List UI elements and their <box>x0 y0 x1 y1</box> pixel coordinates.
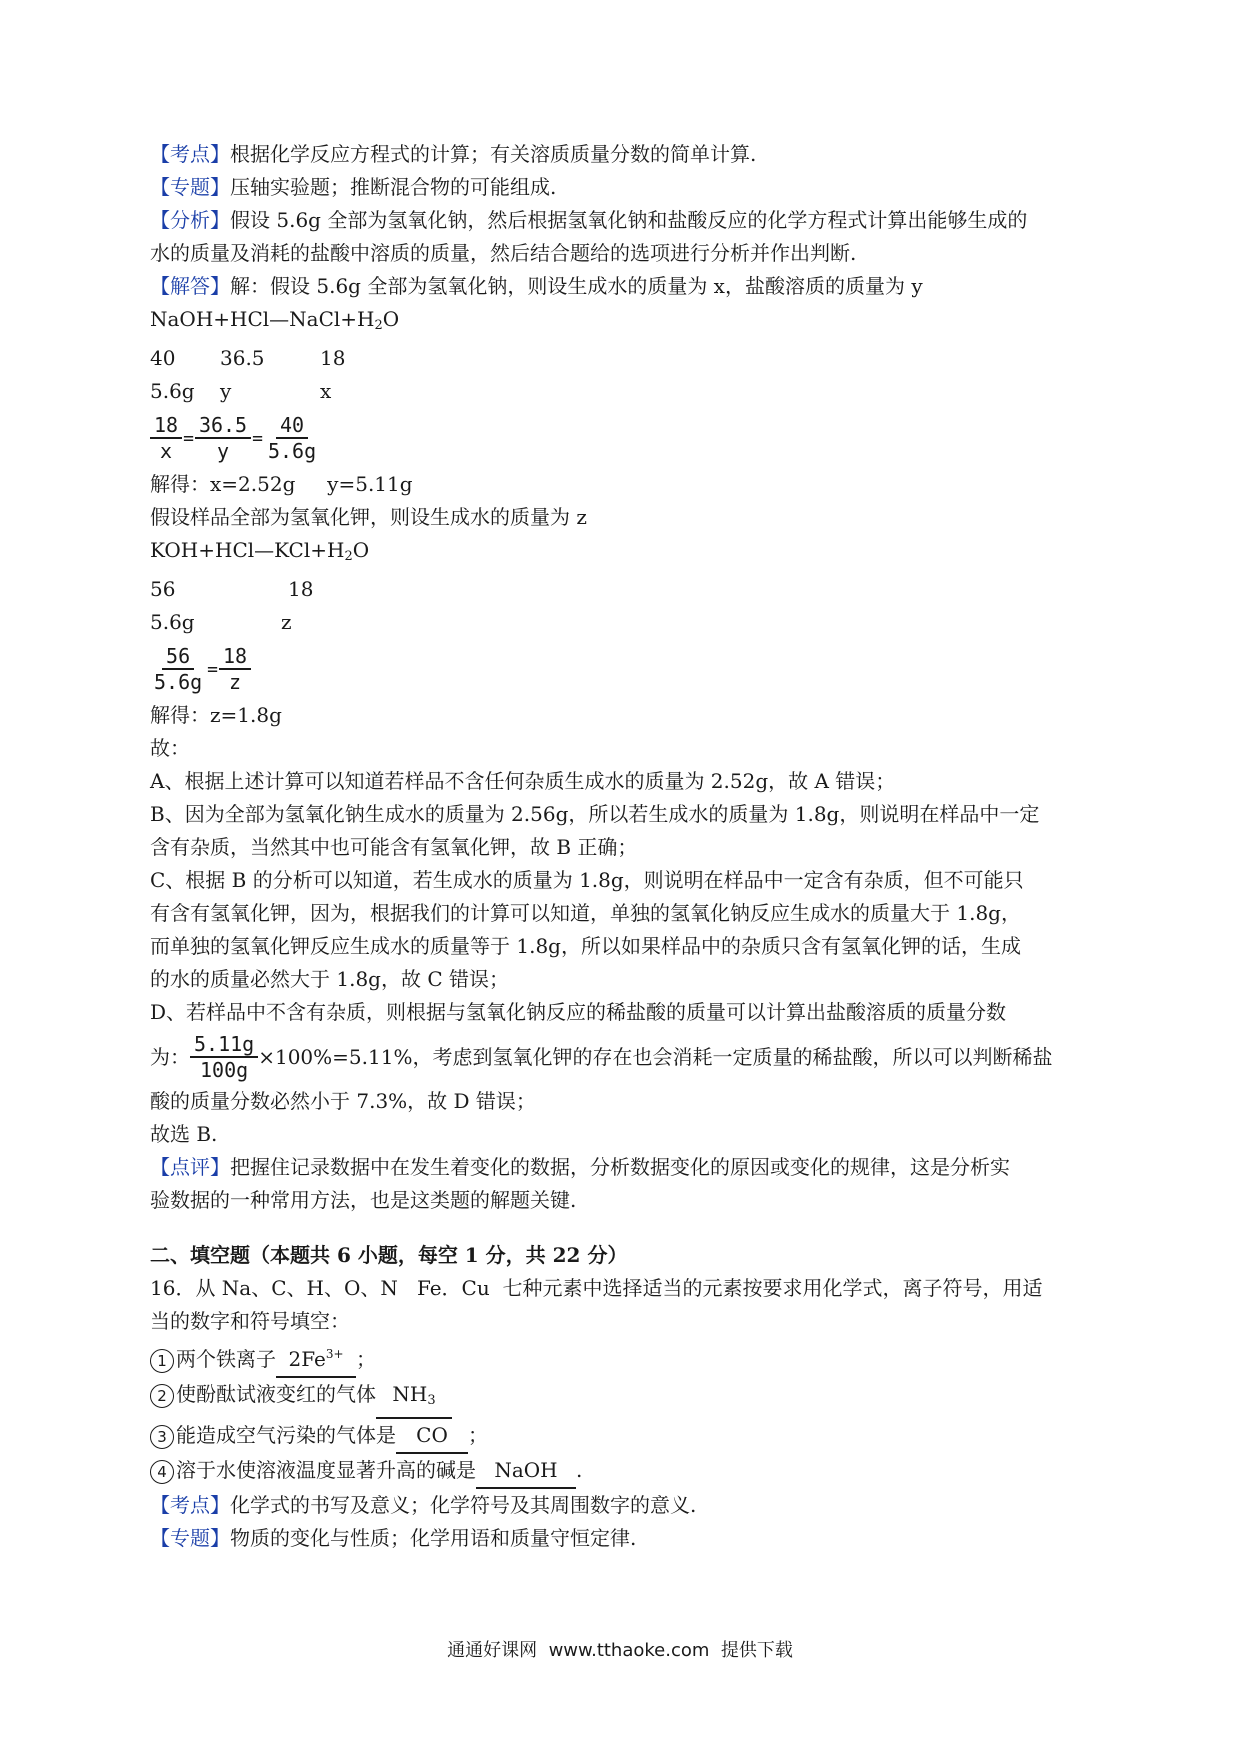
var-value: z <box>281 610 292 634</box>
answer-sub: 3 <box>427 1393 436 1408</box>
item-text: 使酚酞试液变红的气体 <box>176 1382 376 1406</box>
fraction <box>150 413 182 463</box>
solution-2: 解得：z=1.8g <box>150 703 282 727</box>
kaodian-line <box>150 138 1100 171</box>
circled-number: 4 <box>150 1460 174 1484</box>
eq1-o: O <box>382 307 400 331</box>
numerator: 5.11g <box>190 1032 258 1058</box>
answer-text: CO <box>416 1423 448 1447</box>
eq2-reactants: KOH+HCl <box>150 538 255 562</box>
option-d-text: ×100%=5.11%，考虑到氢氧化钾的存在也会消耗一定质量的稀盐酸，所以可以判断稀盐 <box>258 1044 1053 1069</box>
var-value: 5.6g <box>150 610 195 634</box>
option-d-3: 酸的质量分数必然小于 7.3%，故 D 错误； <box>150 1089 536 1113</box>
option-b-1: B、因为全部为氢氧化钠生成水的质量为 2.56g，所以若生成水的质量为 1.8g，则说明在样品中一定 <box>150 802 1040 826</box>
answer-text: 2Fe <box>288 1347 326 1371</box>
choice-line: 故选 B. <box>150 1122 218 1146</box>
answer-blank <box>376 1378 452 1419</box>
answer-text: NH <box>392 1382 428 1406</box>
answer-blank <box>396 1419 468 1454</box>
eq2-o: O <box>352 538 370 562</box>
kaodian-line-2 <box>150 1489 1100 1522</box>
eq2-mass-row <box>150 573 1100 606</box>
fraction <box>264 413 320 463</box>
option-c-4: 的水的质量必然大于 1.8g，故 C 错误； <box>150 967 509 991</box>
item-text: 两个铁离子 <box>176 1347 276 1371</box>
numerator: 36.5 <box>195 413 251 439</box>
denominator: 100g <box>200 1058 249 1082</box>
gu-line: 故： <box>150 736 190 760</box>
item-end: ； <box>356 1347 376 1371</box>
denominator: 5.6g <box>267 439 317 463</box>
tag-kaodian: 【考点】 <box>150 142 230 166</box>
zhuanti-line-2 <box>150 1522 1100 1555</box>
zhuanti-text: 压轴实验题；推断混合物的可能组成. <box>230 175 557 199</box>
equation-koh <box>150 534 1100 573</box>
var-value: x <box>320 379 332 403</box>
content <box>150 138 1100 1555</box>
page-footer: 通通好课网 www.tthaoke.com 提供下载 <box>447 1640 793 1661</box>
denominator: 5.6g <box>154 670 203 694</box>
equation-naoh <box>150 303 1100 342</box>
fraction <box>190 1032 258 1082</box>
equals-sign: = <box>183 427 194 449</box>
mass-value: 18 <box>320 346 346 370</box>
eq1-var-row <box>150 375 1100 408</box>
numerator: 18 <box>219 644 251 670</box>
denominator: x <box>160 439 173 463</box>
fraction <box>150 644 206 694</box>
section-heading: 二、填空题（本题共 6 小题，每空 1 分，共 22 分） <box>150 1243 628 1267</box>
tag-kaodian: 【考点】 <box>150 1493 230 1517</box>
jieda-text: 解：假设 5.6g 全部为氢氧化钠，则设生成水的质量为 x，盐酸溶质的质量为 y <box>230 274 923 298</box>
eq2-products: KCl+H <box>274 538 345 562</box>
option-c-3: 而单独的氢氧化钾反应生成水的质量等于 1.8g，所以如果样品中的杂质只含有氢氧化钾的话，生成 <box>150 934 1021 958</box>
tag-fenxi: 【分析】 <box>150 208 230 232</box>
denominator: z <box>229 670 242 694</box>
answer-item-3 <box>150 1419 1100 1454</box>
kaodian-text: 根据化学反应方程式的计算；有关溶质质量分数的简单计算. <box>230 142 757 166</box>
mass-value: 18 <box>288 577 314 601</box>
circled-number: 2 <box>150 1384 174 1408</box>
option-d-2 <box>150 1029 1100 1085</box>
mass-value: 56 <box>150 577 176 601</box>
answer-item-2 <box>150 1378 1100 1419</box>
eq2-sub: 2 <box>344 549 353 564</box>
kaodian-text-2: 化学式的书写及意义；化学符号及其周围数字的意义. <box>230 1493 697 1517</box>
fenxi-line <box>150 204 1100 237</box>
item-text: 溶于水使溶液温度显著升高的碱是 <box>176 1458 476 1482</box>
item-text: 能造成空气污染的气体是 <box>176 1423 396 1447</box>
numerator: 18 <box>150 413 182 439</box>
answer-text: NaOH <box>494 1458 558 1482</box>
eq1-reactants: NaOH+HCl <box>150 307 270 331</box>
assumption-2: 假设样品全部为氢氧化钾，则设生成水的质量为 z <box>150 505 587 529</box>
ratio-equation-2 <box>150 639 1100 699</box>
fraction <box>219 644 251 694</box>
tag-zhuanti: 【专题】 <box>150 1526 230 1550</box>
eq1-arrow: — <box>269 307 290 331</box>
option-d-1: D、若样品中不含有杂质，则根据与氢氧化钠反应的稀盐酸的质量可以计算出盐酸溶质的质量分数 <box>150 1000 1007 1024</box>
circled-number: 3 <box>150 1425 174 1449</box>
dianping-line <box>150 1151 1100 1184</box>
eq1-mass-row <box>150 342 1100 375</box>
eq2-arrow: — <box>254 538 275 562</box>
eq1-sub: 2 <box>374 318 383 333</box>
answer-sup: 3+ <box>325 1347 344 1361</box>
answer-blank <box>476 1454 576 1489</box>
question-16-1: 16．从 Na、C、H、O、N Fe．Cu 七种元素中选择适当的元素按要求用化学式，离子符号，用适 <box>150 1276 1043 1300</box>
fraction <box>195 413 251 463</box>
numerator: 40 <box>276 413 308 439</box>
answer-item-4 <box>150 1454 1100 1489</box>
equals-sign: = <box>252 427 263 449</box>
denominator: y <box>217 439 230 463</box>
eq1-products: NaCl+H <box>289 307 375 331</box>
option-b-2: 含有杂质，当然其中也可能含有氢氧化钾，故 B 正确； <box>150 835 638 859</box>
question-16-2: 当的数字和符号填空： <box>150 1309 350 1333</box>
eq2-var-row <box>150 606 1100 639</box>
option-c-2: 有含有氢氧化钾，因为，根据我们的计算可以知道，单独的氢氧化钠反应生成水的质量大于 1.8g， <box>150 901 1021 925</box>
option-c-1: C、根据 B 的分析可以知道，若生成水的质量为 1.8g，则说明在样品中一定含有杂质，但不可能只 <box>150 868 1024 892</box>
equals-sign: = <box>207 658 219 680</box>
tag-zhuanti: 【专题】 <box>150 175 230 199</box>
tag-jieda: 【解答】 <box>150 274 230 298</box>
mass-value: 36.5 <box>220 346 265 370</box>
option-d-prefix: 为： <box>150 1044 190 1069</box>
jieda-line <box>150 270 1100 303</box>
zhuanti-line <box>150 171 1100 204</box>
circled-number: 1 <box>150 1349 174 1373</box>
var-value: 5.6g <box>150 379 195 403</box>
item-end: . <box>576 1458 583 1482</box>
dianping-line-2: 验数据的一种常用方法，也是这类题的解题关键. <box>150 1188 577 1212</box>
tag-dianping: 【点评】 <box>150 1155 230 1179</box>
zhuanti-text-2: 物质的变化与性质；化学用语和质量守恒定律. <box>230 1526 637 1550</box>
answer-item-1 <box>150 1338 1100 1378</box>
numerator: 56 <box>162 644 194 670</box>
fenxi-line-2: 水的质量及消耗的盐酸中溶质的质量，然后结合题给的选项进行分析并作出判断. <box>150 241 857 265</box>
answer-blank <box>276 1338 356 1378</box>
fenxi-text-1: 假设 5.6g 全部为氢氧化钠，然后根据氢氧化钠和盐酸反应的化学方程式计算出能够生成的 <box>230 208 1028 232</box>
dianping-text-1: 把握住记录数据中在发生着变化的数据，分析数据变化的原因或变化的规律，这是分析实 <box>230 1155 1010 1179</box>
var-value: y <box>220 379 232 403</box>
mass-value: 40 <box>150 346 176 370</box>
solution-1: 解得：x=2.52g y=5.11g <box>150 472 413 496</box>
item-end: ； <box>468 1423 488 1447</box>
ratio-equation-1 <box>150 408 1100 468</box>
option-a: A、根据上述计算可以知道若样品不含任何杂质生成水的质量为 2.52g，故 A 错误； <box>150 769 896 793</box>
